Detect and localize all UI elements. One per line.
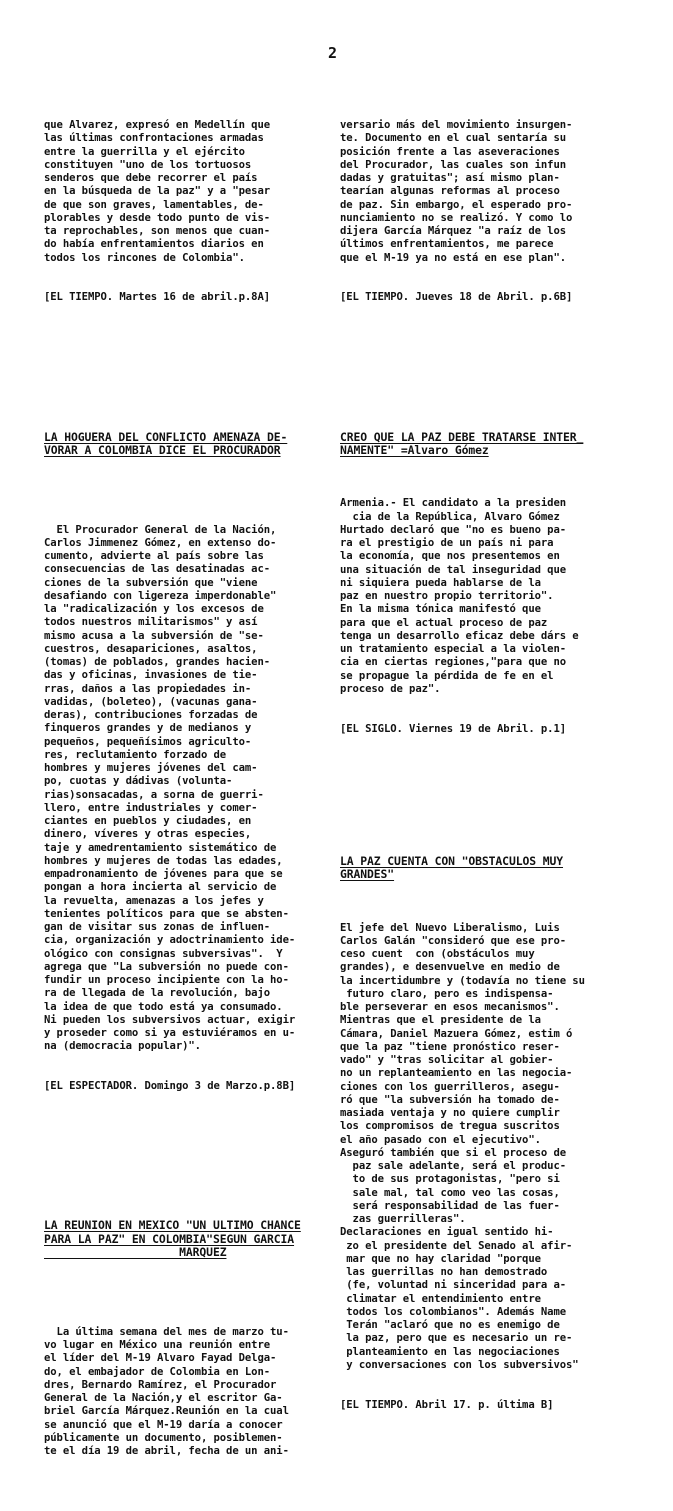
article-body: La última semana del mes de marzo tu- vo lugar en México una reunión entre el líder del M-19 Alvaro Fayad Delga- do, el embajador de Colombia en Lon- dres, Bernardo Ramírez, el Procurador General de la Nación,y el escritor Ga- briel García Márquez.Reunión en la cual se anunció que el M-19 daría a conocer públicamente un documento, posiblemen- te el día 19 de abril, fecha de un ani-	[44, 1325, 289, 1457]
article-headline: CREO QUE LA PAZ DEBE TRATARSE INTER_ NAMENTE" =Alvaro Gómez	[340, 429, 584, 457]
left-continuation	[44, 93, 342, 332]
article-alvaro-gomez	[340, 404, 640, 762]
article-body: El jefe del Nuevo Liberalismo, Luis Carlos Galán "consideró que ese pro- ceso cuent con (obstáculos muy grandes), e desenvuelve en medio de la incertidumbre y (todavía no tiene su futuro claro, pero es indispensa- ble perseverar en esos mecanismos". Mientras que el presidente de la Cámara, Daniel Mazuera Gómez, estim ó que la paz "tiene pronóstico reser- vado" y "tras solicitar al gobier- no un replanteamiento en las negocia- ciones con los guerrilleros, asegu- ró que "la subversión ha tomado de- masiada ventaja y no quiere cumplir los compromisos de tregua suscritos el año pasado con el ejecutivo". Aseguró también que si el proceso de paz sale adelante, será el produc- to de sus protagonistas, "pero si sale mal, tal como veo las cosas, será responsabilidad de las fuer- zas guerrilleras". Declaraciones en igual sentido hi- zo el presidente del Senado al afir- mar que no hay claridad "porque las guerrillas no han demostrado (fe, voluntad ni sinceridad para a- climatar el entendimiento entre todos los colombianos". Además Name Terán "aclaró que no es enemigo de la paz, pero que es necesario un re- planteamiento en las negociaciones y conversaciones con los subversivos"	[340, 921, 585, 1371]
article-body: El Procurador General de la Nación, Carlos Jimmenez Gómez, en extenso do- cumento, advierte al país sobre las consecuencias de las desatinadas ac- ciones de la subversión que "viene desafiando con ligereza imperdonable" la "radicalización y los excesos de todos nuestros militarismos" y así mismo acusa a la subversión de "se- cuestros, desapariciones, asaltos, (tomas) de poblados, grandes hacien- das y oficinas, invasiones de tie- rras, daños a las propiedades in- vadidas, (boleteo), (vacunas gana- deras), contribuciones forzadas de finqueros grandes y de medianos y pequeños, pequeñísimos agriculto- res, reclutamiento forzado de hombres y mujeres jóvenes del cam- po, cuotas y dádivas (volunta- rias)sonsacadas, a sorna de guerri- llero, entre industriales y comer- ciantes en pueblos y ciudades, en dinero, víveres y otras especies, taje y amedrentamiento sistemático de hombres y mujeres de todas las edades, empadronamiento de jóvenes para que se pongan a hora incierta al servicio de la revuelta, amenazas a los jefes y tenientes políticos para que se absten- gan de visitar sus zonas de influen- cia, organización y adoctrinamiento ide- ológico con consignas subversivas". Y agrega que "La subversión no puede con- fundir un proceso incipiente con la ho- ra de llegada de la revolución, bajo la idea de que todo está ya consumado. Ni pueden los subversivos actuar, exigir y proseder como si ya estuviéramos en u- na (democracia popular)".	[44, 523, 296, 1053]
article-headline: LA REUNION EN MEXICO "UN ULTIMO CHANCE PARA LA PAZ" EN COLOMBIA"SEGUN GARCIA MARQUEZ	[44, 1218, 301, 1260]
article-reunion-mexico	[44, 1193, 342, 1485]
article-citation: [EL TIEMPO. Martes 16 de abril.p.8A]	[44, 291, 271, 304]
article-citation: [EL SIGLO. Viernes 19 de Abril. p.1]	[340, 722, 567, 735]
article-body: que Alvarez, expresó en Medellín que las últimas confrontaciones armadas entre la guerrilla y el ejército constituyen "uno de los tortuosos senderos que debe recorrer el país en la búsqueda de la paz" y a "pesar de que son graves, lamentables, de- plorables y desde todo punto de vis- ta reprochables, son menos que cuan- do había enfrentamientos diarios en todos los rincones de Colombia".	[44, 119, 271, 264]
article-body: versario más del movimiento insurgen- te. Documento en el cual sentaría su posición frente a las aseveraciones del Procurador, las cuales son infun dadas y gratuitas"; así mismo plan- tearían algunas reformas al proceso de paz. Sin embargo, el esperado pro- nunciamiento no se realizó. Y como lo dijera García Márquez "a raíz de los últimos enfrentamientos, me parece que el M-19 ya no está en ese plan".	[340, 119, 573, 264]
right-column	[340, 66, 640, 1465]
article-obstaculos	[340, 828, 640, 1438]
article-procurador	[44, 404, 342, 1120]
right-continuation	[340, 93, 640, 332]
article-citation: [EL TIEMPO. Abril 17. p. última B]	[340, 1398, 554, 1411]
left-column	[44, 66, 342, 1511]
page-number: 2	[328, 44, 338, 62]
article-body: Armenia.- El candidato a la presiden cia de la República, Alvaro Gómez Hurtado declaró que "no es bueno pa- ra el prestigio de un país ni para la economía, que nos presentemos en una situación de tal inseguridad que ni siquiera pueda hablarse de la paz en nuestro propio territorio". En la misma tónica manifestó que para que el actual proceso de paz tenga un desarrollo eficaz debe dárs e un tratamiento especial a la violen- cia en ciertas regiones,"para que no se propague la pérdida de fe en el proceso de paz".	[340, 497, 579, 695]
article-citation: [EL TIEMPO. Jueves 18 de Abril. p.6B]	[340, 291, 573, 304]
article-headline: LA HOGUERA DEL CONFLICTO AMENAZA DE- VORAR A COLOMBIA DICE EL PROCURADOR	[44, 429, 288, 457]
article-citation: [EL ESPECTADOR. Domingo 3 de Marzo.p.8B]	[44, 1080, 296, 1092]
article-headline: LA PAZ CUENTA CON "OBSTACULOS MUY GRANDES"	[340, 853, 564, 882]
